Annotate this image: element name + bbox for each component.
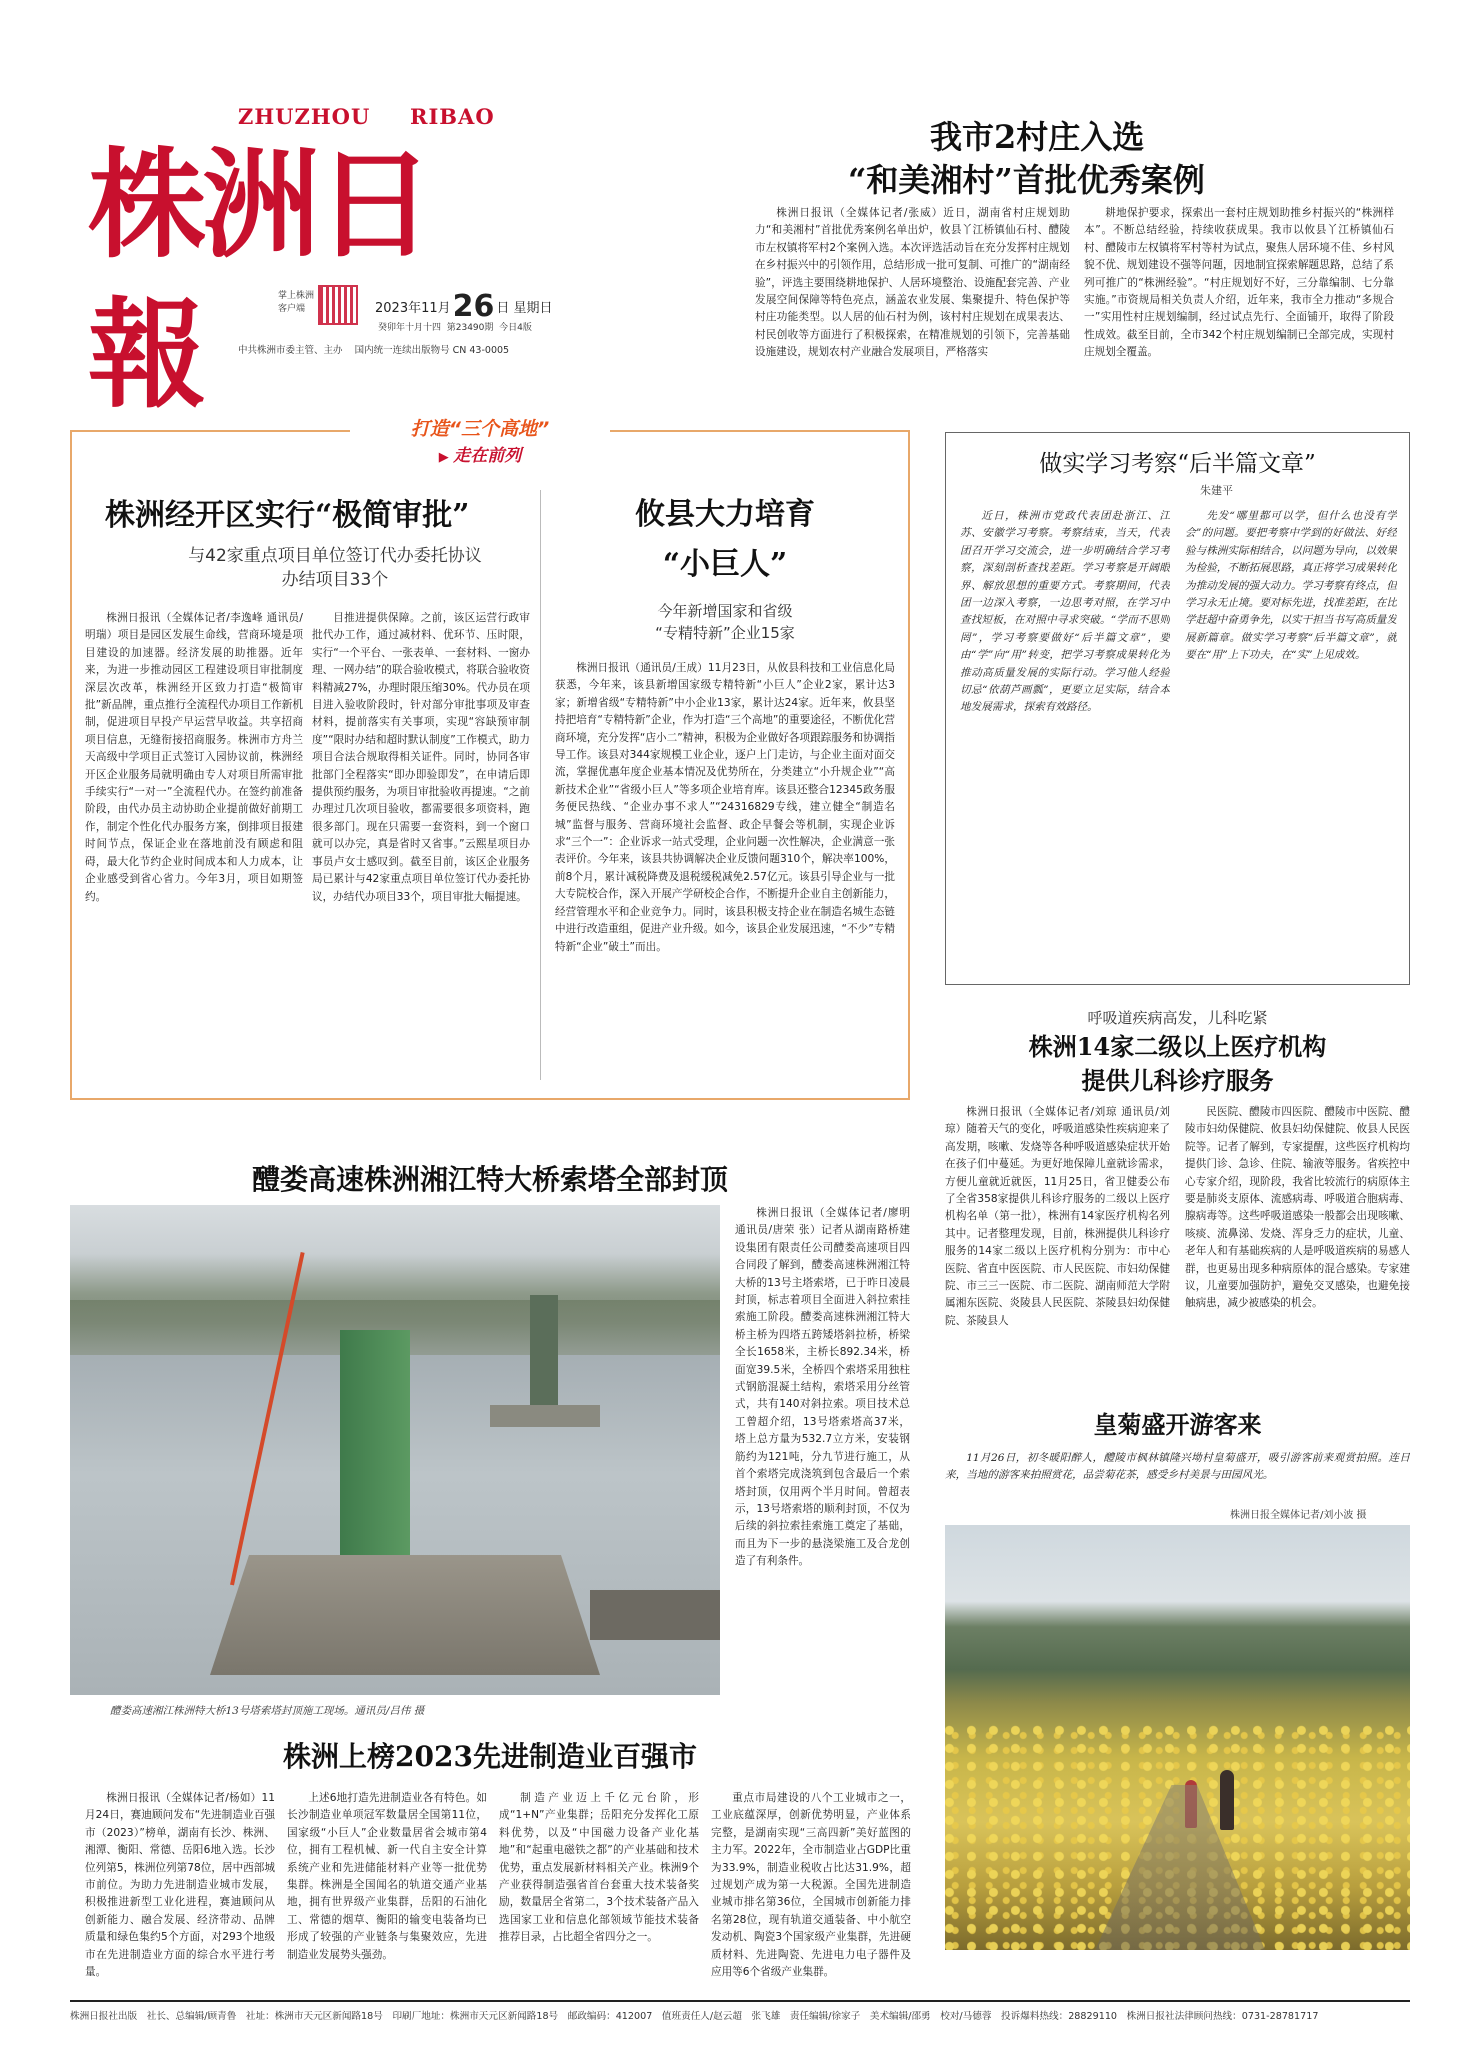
chrysanthemum-text: 11月26日，初冬暖阳醉人，醴陵市枫林镇隆兴坳村皇菊盛开，吸引游客前来观赏拍照。连日来，当地的游客来拍照赏花，品尝菊花茶，感受乡村美景与田园风光。 bbox=[945, 1452, 1410, 1482]
photo-person bbox=[1220, 1770, 1234, 1830]
chrysanthemum-photo bbox=[945, 1525, 1410, 1950]
app-label: 掌上株洲 客户端 bbox=[278, 291, 315, 314]
sponsor-line: 中共株洲市委主管、主办 国内统一连续出版物号 CN 43-0005 bbox=[238, 345, 510, 356]
medical-col-2: 民医院、醴陵市四医院、醴陵市中医院、醴陵市妇幼保健院、攸县妇幼保健院、攸县人民医院等。记者了解到，专家提醒，这些医疗机构均提供门诊、急诊、住院、输液等服务。省疾控中心专家介绍，现阶段，我省比较流行的病原体主要是肺炎支原体、流感病毒、呼吸道合胞病毒、腺病毒等。这些呼吸道感染一般都会出现咳嗽、咳痰、流鼻涕、发烧、浑身乏力的症状，儿童、老年人和有基础疾病的人是呼吸道疾病的易感人群，也更易出现多种病原体的混合感染。专家建议，儿童要加强防护，避免交叉感染，也避免接触病患，减少被感染的机会。 bbox=[1185, 1106, 1410, 1310]
top-story-headline-1: 我市2村庄入选 bbox=[930, 118, 1145, 156]
photo-pier-near bbox=[210, 1555, 600, 1675]
banner-arrow-icon: ▶ bbox=[438, 450, 454, 465]
date-suffix: 日 星期日 bbox=[496, 301, 553, 316]
date-day: 26 bbox=[452, 289, 495, 324]
masthead bbox=[88, 100, 508, 450]
commentary-col-1: 近日，株洲市党政代表团赴浙江、江苏、安徽学习考察。考察结束，当天，代表团召开学习交流会，进一步明确结合学习考察，深刻剖析查找差距。学习考察是开阔眼界、解放思想的重要方式。考察期间，代表团一边深入考察，一边思考对照，在学习中查找短板，在对照中寻求突破。“学而不思则罔”，学习考察要做好“后半篇文章”，要由“学”向“用”转变，把学习考察成果转化为推动高质量发展的实际行动。学习他人经验切忌“依葫芦画瓢”，更要立足实际，结合本地发展需求，探索有效路径。 bbox=[960, 510, 1170, 714]
photo-tower-near bbox=[340, 1330, 410, 1580]
commentary-byline: 朱建平 bbox=[1200, 484, 1233, 497]
chrysanthemum-headline: 皇菊盛开游客来 bbox=[1093, 1410, 1262, 1439]
bridge-headline: 醴娄高速株洲湘江特大桥索塔全部封顶 bbox=[251, 1163, 728, 1196]
story2-headline: 攸县大力培育 “小巨人” bbox=[635, 497, 815, 582]
medical-col-1: 株洲日报讯（全媒体记者/刘琼 通讯员/刘琼）随着天气的变化，呼吸道感染性疾病迎来了高发期，咳嗽、发烧等各种呼吸道感染症状开始在孩子们中蔓延。为更好地保障儿童就诊需求，方便儿童就近就医，11月25日，省卫健委公布了全省358家提供儿科诊疗服务的二级以上医疗机构名单（第一批），株洲有14家医疗机构名列其中。记者整理发现，目前，株洲提供儿科诊疗服务的14家二级以上医疗机构分别为：市中心医院、省直中医医院、市人民医院、市妇幼保健院、市三三一医院、市二医院、湖南师范大学附属湘东医院、炎陵县人民医院、茶陵县妇幼保健院、茶陵县人 bbox=[945, 1106, 1170, 1327]
commentary-headline: 做实学习考察“后半篇文章” bbox=[1039, 451, 1316, 477]
masthead-pinyin-right: RIBAO bbox=[410, 104, 495, 129]
manufacturing-col-2: 上述6地打造先进制造业各有特色。如长沙制造业单项冠军数量居全国第11位，国家级“小巨人”企业数量居省会城市第4位，拥有工程机械、新一代自主安全计算系统产业和先进储能材料产业等一批优势集群。株洲是全国闻名的轨道交通产业基地，拥有世界级产业集群，岳阳的石油化工、常德的烟草、衡阳的输变电装备均已形成了较强的产业链条与集聚效应，先进制造业发展势头强劲。 bbox=[287, 1792, 487, 1961]
story1-col-2: 目推进提供保障。之前，该区运营行政审批代办工作，通过减材料、优环节、压时限，实行“一个平台、一张表单、一套材料、一窗办理、一网办结”的联合验收模式，将联合验收资料精减27%，办理时限压缩30%。代办员在项目进入验收阶段时，针对部分审批事项及审查材料，提前落实有关事项，实现“容缺预审制度”“限时办结和超时默认制度”工作模式，助力项目合法合规取得相关证件。同时，协同各审批部门全程落实“即办即验即发”，在申请后即提供预约服务，为项目审批验收再提速。“之前办理过几次项目验收，都需要很多项资料，跑很多部门。现在只需要一套资料，到一个窗口就可以办完，真是省时又省事。”云熙星项目办事员卢女士感叹到。截至目前，该区企业服务局已累计与42家重点项目单位签订代办委托协议，办结代办项目33个，项目审批大幅提速。 bbox=[312, 612, 530, 903]
story2-subheadline: 今年新增国家和省级 “专精特新”企业15家 bbox=[655, 602, 795, 642]
dateline bbox=[375, 289, 553, 324]
issue-info: 癸卯年十月十四 第23490期 今日4版 bbox=[378, 323, 532, 333]
story1-subheadline: 与42家重点项目单位签订代办委托协议 办结项目33个 bbox=[188, 546, 482, 590]
feature-divider bbox=[540, 490, 541, 1080]
commentary-col-2: 先发“哪里都可以学，但什么也没有学会”的问题。要把考察中学到的好做法、好经验与株洲实际相结合，以问题为导向，以效果为检验，不断拓展思路，真正将学习成果转化为推动发展的强大动力。学习考察有终点，但学习永无止境。要对标先进，找准差距，在比学赶超中奋勇争先，以实干担当书写高质量发展新篇章。做实学习考察“后半篇文章”，就要在“用”上下功夫，在“实”上见成效。 bbox=[1185, 510, 1397, 662]
manufacturing-col-4: 重点市局建设的八个工业城市之一，工业底蕴深厚，创新优势明显，产业体系完整，是湖南实现“三高四新”美好蓝图的主力军。2022年，全市制造业占GDP比重为33.9%，制造业税收占比达31.9%，超过规划产成为第一大税源。全国先进制造业城市排名第36位，全国城市创新能力排名第28位，现有轨道交通装备、中小航空发动机、陶瓷3个国家级产业集群，先进硬质材料、先进陶瓷、先进电力电子器件及应用等6个省级产业集群。 bbox=[711, 1792, 911, 1979]
manufacturing-col-3: 制造产业迈上千亿元台阶，形成“1+N”产业集群；岳阳充分发挥化工原料优势，以及“中国磁力设备产业化基地”和“起重电磁铁之都”的产业基础和技术优势，重点发展新材料相关产业。株洲9个产业获得制造强省首台套重大技术装备奖励，数量居全省第二，3个技术装备产品入选国家工业和信息化部领域节能技术装备推荐目录，占比超全省四分之一。 bbox=[499, 1792, 699, 1944]
medical-kicker: 呼吸道疾病高发，儿科吃紧 bbox=[1087, 1009, 1268, 1027]
bridge-photo bbox=[70, 1205, 720, 1695]
banner-line-2: ▶ 走在前列 bbox=[438, 446, 522, 466]
qr-code[interactable] bbox=[318, 285, 358, 325]
footer-rule bbox=[70, 2000, 1410, 2002]
manufacturing-headline: 株洲上榜2023先进制造业百强市 bbox=[283, 1740, 697, 1773]
bridge-col: 株洲日报讯（全媒体记者/廖明 通讯员/唐荣 张）记者从湖南路桥建设集团有限责任公司醴娄高速项目四合同段了解到，醴娄高速株洲湘江特大桥的13号主塔索塔，已于昨日凌晨封顶，标志着项目全面进入斜拉索挂索施工阶段。醴娄高速株洲湘江特大桥主桥为四塔五跨矮塔斜拉桥，桥梁全长1658米，主桥长892.34米，桥面宽39.5米，全桥四个索塔采用独柱式钢筋混凝土结构，索塔采用分丝管式，共有140对斜拉索。项目技术总工曾超介绍，13号塔索塔高37米，塔上总方量为532.7立方米，安装钢筋约为121吨，分九节进行施工，从首个索塔完成浇筑到包含最后一个索塔封顶，仅用两个半月时间。曾超表示，13号塔索塔的顺利封顶，不仅为后续的斜拉索挂索施工奠定了基础，而且为下一步的悬浇梁施工及合龙创造了有利条件。 bbox=[735, 1207, 910, 1568]
top-story-headline-2: “和美湘村”首批优秀案例 bbox=[848, 161, 1205, 199]
date-prefix: 2023年11月 bbox=[375, 301, 451, 316]
top-story-col-1: 株洲日报讯（全媒体记者/张威）近日，湖南省村庄规划助力“和美湘村”首批优秀案例名单出炉，攸县丫江桥镇仙石村、醴陵市左权镇将军村2个案例入选。本次评选活动旨在充分发挥村庄规划在乡村振兴中的引领作用，总结形成一批可复制、可推广的“湖南经验”，评选主要围绕耕地保护、人居环境整治、设施配套完善、产业发展空间保障等特色亮点，涵盖农业发展、集聚提升、特色保护等村庄功能类型。以人居的仙石村为例，该村村庄规划在成果表达、村民创收等方面进行了积极探索，在精准规划的引领下，完善基础设施建设，规划农村产业融合发展项目，严格落实 bbox=[755, 207, 1070, 359]
manufacturing-col-1: 株洲日报讯（全媒体记者/杨如）11月24日，赛迪顾问发布“先进制造业百强市（2023）”榜单，湖南有长沙、株洲、湘潭、衡阳、常德、岳阳6地入选。长沙位列第5，株洲位列第78位，居中西部城市前位。为助力先进制造业城市发展，积极推进新型工业化进程，赛迪顾问从创新能力、融合发展、经济带动、品牌质量和绿色集约5个方面，对293个地级市在先进制造业方面的综合水平进行考量。 bbox=[85, 1792, 275, 1979]
photo-deck-edge bbox=[590, 1590, 720, 1640]
top-story-col-2: 耕地保护要求，探索出一套村庄规划助推乡村振兴的“株洲样本”。不断总结经验，持续收获成果。我市以攸县丫江桥镇仙石村、醴陵市左权镇将军村等村为试点，聚焦人居环境不佳、乡村风貌不优、规划建设不强等问题，因地制宜探索解题思路，总结了系列可推广的“株洲经验”。“村庄规划好不好，三分靠编制、七分靠实施。”市资规局相关负责人介绍，近年来，我市全力推动“多规合一”实用性村庄规划编制，经过试点先行、全面铺开，取得了阶段性成效。截至目前，全市342个村庄规划编制已全部完成，实现村庄规划全覆盖。 bbox=[1084, 207, 1394, 359]
bridge-caption: 醴娄高速湘江株洲特大桥13号塔索塔封顶施工现场。通讯员/吕伟 摄 bbox=[110, 1705, 425, 1717]
masthead-title: 株洲日報 bbox=[88, 135, 431, 424]
feature-banner bbox=[350, 414, 610, 466]
story1-col-1: 株洲日报讯（全媒体记者/李逸峰 通讯员/明瑞）项目是园区发展生命线，营商环境是项目建设的加速器。经济发展的助推器。近年来，为进一步推动园区工程建设项目审批制度深层次改革，株洲经开区致力打造“极简审批”新品牌，重点推行全流程代办项目工作新机制，促进项目早投产早运营早收益。共享招商项目信息，无缝衔接招商服务。株洲市方舟兰天高级中学项目正式签订入园协议前，株洲经开区企业服务局就明确由专人对项目所需审批手续实行“一对一”全流程代办。在签约前准备阶段，由代办员主动协助企业提前做好前期工作，制定个性化代办服务方案，倒排项目报建时间节点，保证企业在落地前没有顾虑和阻碍，最大化节约企业时间成本和人力成本，让企业感受到省心省力。今年3月，项目如期签约。 bbox=[85, 612, 303, 903]
chrysanthemum-credit: 株洲日报全媒体记者/刘小波 摄 bbox=[1230, 1510, 1367, 1521]
photo-tower-far bbox=[530, 1295, 558, 1415]
banner-line-1: 打造“三个高地” bbox=[410, 418, 550, 440]
photo-pier-far bbox=[490, 1405, 600, 1427]
medical-headline: 株洲14家二级以上医疗机构 提供儿科诊疗服务 bbox=[1028, 1032, 1327, 1095]
story1-headline: 株洲经开区实行“极简审批” bbox=[105, 498, 470, 533]
masthead-pinyin-left: ZHUZHOU bbox=[238, 104, 371, 129]
story2-col: 株洲日报讯（通讯员/王成）11月23日，从攸县科技和工业信息化局获悉，今年来，该县新增国家级专精特新“小巨人”企业2家，累计达3家；新增省级“专精特新”中小企业13家，累计达24家。近年来，攸县坚持把培育“专精特新”企业，作为打造“三个高地”的重要途径，不断优化营商环境，充分发挥“店小二”精神，积极为企业做好各项跟踪服务和协调指导工作。该县对344家规模工业企业，逐户上门走访，与企业主面对面交流，掌握优惠年度企业基本情况及优势所在，分类建立“小升规企业”“高新技术企业”“省级小巨人”等多项企业培育库。该县还整合12345政务服务便民热线、“企业办事不求人”“24316829专线，建立健全“制造名城”监督与服务、营商环境社会监督、政企早餐会等机制，实现企业诉求“三个一”：企业诉求一站式受理，企业问题一次性解决，企业满意一张表评价。今年来，该县共协调解决企业反馈问题310个，解决率100%，前8个月，累计减税降费及退税缓税减免2.57亿元。该县引导企业与一批大专院校合作，深入开展产学研校企合作，不断提升企业自主创新能力，经营管理水平和企业竞争力。同时，该县积极支持企业在制造名城生态链中进行改造重组，促进产业升级。如今，该县企业发展迅速，“不少”专精特新“企业”破土”而出。 bbox=[555, 662, 895, 953]
footer-text: 株洲日报社出版 社长、总编辑/顾青鲁 社址：株洲市天元区新闻路18号 印刷厂地址：株洲市天元区新闻路18号 邮政编码：412007 值班责任人/赵云超 张飞雄 责任编辑/徐家子 美术编辑/邵勇 校对/马德蓉 投诉爆料热线：28829110 株洲日报社法律顾问热线：0731-28781717 bbox=[70, 2011, 1319, 2022]
